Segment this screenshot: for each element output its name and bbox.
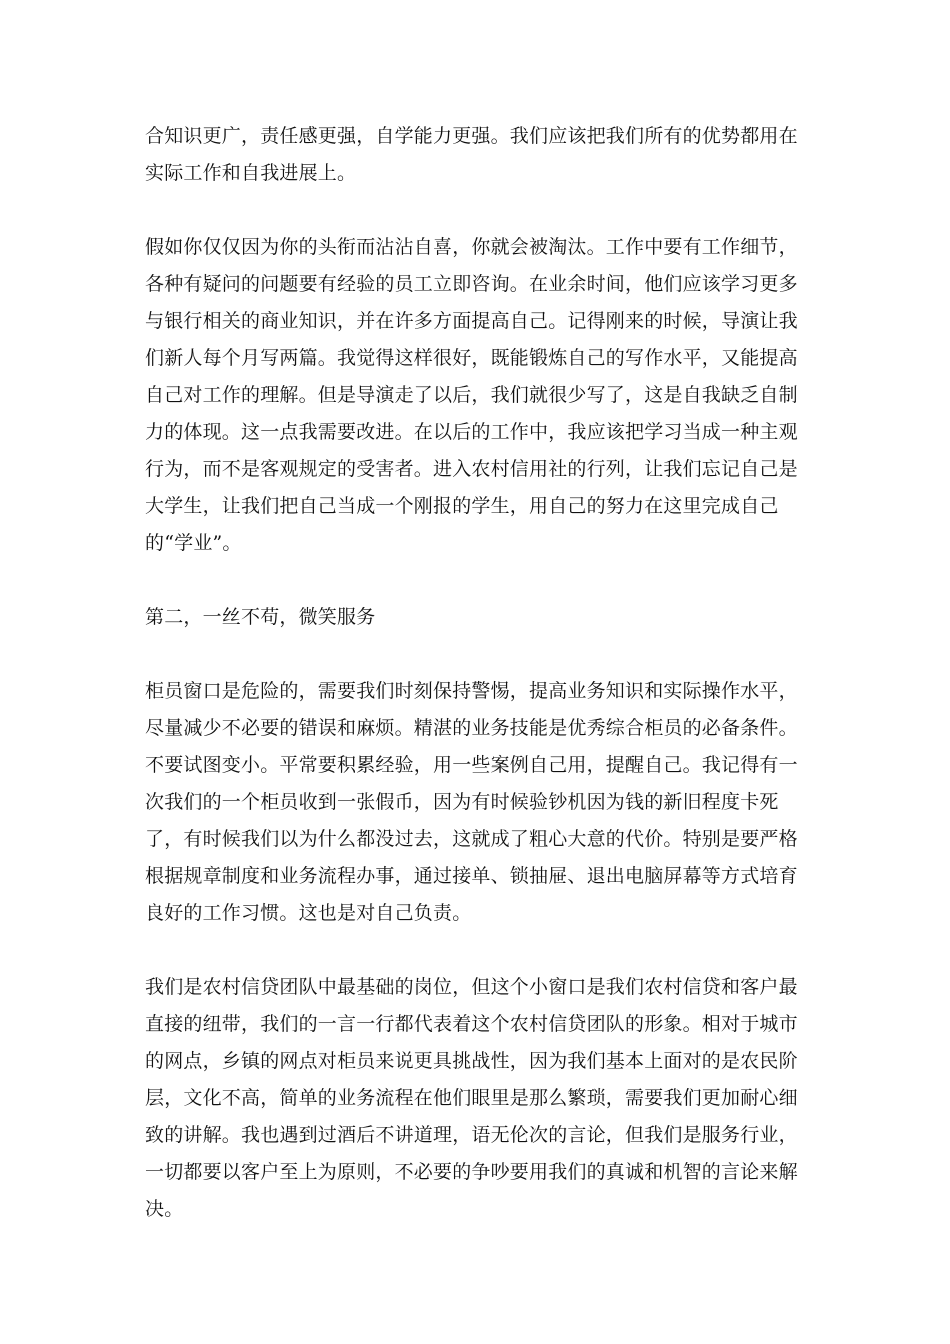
paragraph-2: 假如你仅仅因为你的头衔而沾沾自喜，你就会被淘汰。工作中要有工作细节，各种有疑问的问题要有经验的员工立即咨询。在业余时间，他们应该学习更多与银行相关的商业知识，并在许多方面提高自己。记得刚来的时候，导演让我们新人每个月写两篇。我觉得这样很好，既能锻炼自己的写作水平，又能提高自己对工作的理解。但是导演走了以后，我们就很少写了，这是自我缺乏自制力的体现。这一点我需要改进。在以后的工作中，我应该把学习当成一种主观行为，而不是客观规定的受害者。进入农村信用社的行列，让我们忘记自己是大学生，让我们把自己当成一个刚报的学生，用自己的努力在这里完成自己的“学业”。 bbox=[145, 236, 798, 554]
section-heading: 第二，一丝不苟，微笑服务 bbox=[145, 606, 376, 628]
paragraph-4: 我们是农村信贷团队中最基础的岗位，但这个小窗口是我们农村信贷和客户最直接的纽带，我们的一言一行都代表着这个农村信贷团队的形象。相对于城市的网点，乡镇的网点对柜员来说更具挑战性，因为我们基本上面对的是农民阶层，文化不高，简单的业务流程在他们眼里是那么繁琐，需要我们更加耐心细致的讲解。我也遇到过酒后不讲道理，语无伦次的言论，但我们是服务行业，一切都要以客户至上为原则，不必要的争吵要用我们的真诚和机智的言论来解决。 bbox=[145, 976, 798, 1220]
paragraph-3: 柜员窗口是危险的，需要我们时刻保持警惕，提高业务知识和实际操作水平，尽量减少不必要的错误和麻烦。精湛的业务技能是优秀综合柜员的必备条件。不要试图变小。平常要积累经验，用一些案例自己用，提醒自己。我记得有一次我们的一个柜员收到一张假币，因为有时候验钞机因为钱的新旧程度卡死了，有时候我们以为什么都没过去，这就成了粗心大意的代价。特别是要严格根据规章制度和业务流程办事，通过接单、锁抽屉、退出电脑屏幕等方式培育良好的工作习惯。这也是对自己负责。 bbox=[145, 680, 798, 924]
paragraph-1: 合知识更广，责任感更强，自学能力更强。我们应该把我们所有的优势都用在实际工作和自我进展上。 bbox=[145, 125, 798, 184]
document-body bbox=[145, 118, 810, 1265]
